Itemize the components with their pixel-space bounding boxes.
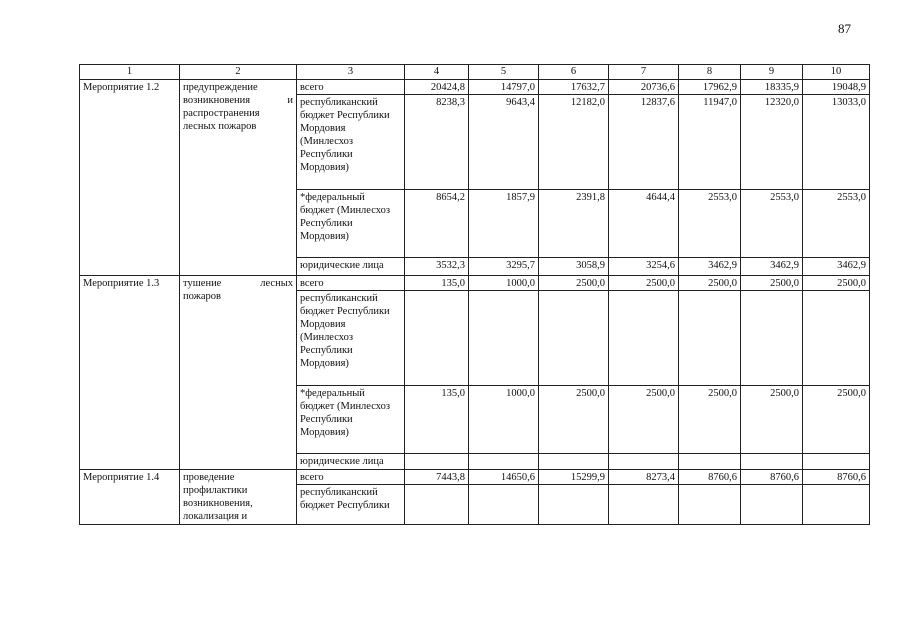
- funding-source-cell: республиканский бюджет Республики: [297, 485, 405, 525]
- column-number-row: [80, 65, 870, 80]
- column-number-cell: 4: [405, 65, 469, 80]
- amount-cell: 2391,8: [539, 190, 609, 258]
- amount-cell: 8760,6: [741, 470, 803, 485]
- amount-cell: [741, 291, 803, 386]
- measure-id-cell: Мероприятие 1.4: [80, 470, 180, 525]
- amount-cell: 2553,0: [679, 190, 741, 258]
- amount-cell: [609, 454, 679, 470]
- amount-cell: [679, 291, 741, 386]
- amount-cell: 3462,9: [803, 258, 870, 276]
- measure-id-cell: Мероприятие 1.2: [80, 80, 180, 276]
- amount-cell: 8654,2: [405, 190, 469, 258]
- amount-cell: [405, 454, 469, 470]
- funding-source-cell: всего: [297, 276, 405, 291]
- amount-cell: 12182,0: [539, 95, 609, 190]
- column-number-cell: 7: [609, 65, 679, 80]
- column-number-cell: 1: [80, 65, 180, 80]
- measure-id-cell: Мероприятие 1.3: [80, 276, 180, 470]
- amount-cell: 20736,6: [609, 80, 679, 95]
- amount-cell: 1000,0: [469, 386, 539, 454]
- column-number-cell: 10: [803, 65, 870, 80]
- funding-source-cell: *федеральный бюджет (Минлесхоз Республики Мордовия): [297, 190, 405, 258]
- amount-cell: 135,0: [405, 386, 469, 454]
- amount-cell: 13033,0: [803, 95, 870, 190]
- table-row: [80, 276, 870, 291]
- amount-cell: [803, 454, 870, 470]
- table-row: [80, 470, 870, 485]
- amount-cell: 15299,9: [539, 470, 609, 485]
- amount-cell: 8273,4: [609, 470, 679, 485]
- column-number-cell: 8: [679, 65, 741, 80]
- amount-cell: 20424,8: [405, 80, 469, 95]
- amount-cell: [609, 291, 679, 386]
- funding-source-cell: юридические лица: [297, 454, 405, 470]
- amount-cell: [741, 485, 803, 525]
- amount-cell: 3058,9: [539, 258, 609, 276]
- amount-cell: 17632,7: [539, 80, 609, 95]
- amount-cell: 2553,0: [741, 190, 803, 258]
- amount-cell: 19048,9: [803, 80, 870, 95]
- amount-cell: [539, 485, 609, 525]
- amount-cell: 8238,3: [405, 95, 469, 190]
- amount-cell: 3295,7: [469, 258, 539, 276]
- amount-cell: 18335,9: [741, 80, 803, 95]
- amount-cell: [469, 291, 539, 386]
- amount-cell: 2500,0: [609, 276, 679, 291]
- amount-cell: [539, 454, 609, 470]
- amount-cell: [609, 485, 679, 525]
- column-number-cell: 6: [539, 65, 609, 80]
- funding-source-cell: республиканский бюджет Республики Мордовия (Минлесхоз Республики Мордовия): [297, 95, 405, 190]
- amount-cell: [679, 485, 741, 525]
- amount-cell: 1857,9: [469, 190, 539, 258]
- amount-cell: 3254,6: [609, 258, 679, 276]
- measure-name-cell: проведение профилактики возникновения, локализация и: [180, 470, 297, 525]
- amount-cell: 135,0: [405, 276, 469, 291]
- amount-cell: 3532,3: [405, 258, 469, 276]
- amount-cell: 11947,0: [679, 95, 741, 190]
- amount-cell: 2500,0: [803, 386, 870, 454]
- funding-source-cell: *федеральный бюджет (Минлесхоз Республики Мордовия): [297, 386, 405, 454]
- amount-cell: 2500,0: [679, 386, 741, 454]
- table-row: [80, 80, 870, 95]
- funding-source-cell: юридические лица: [297, 258, 405, 276]
- amount-cell: 14650,6: [469, 470, 539, 485]
- amount-cell: 2500,0: [741, 386, 803, 454]
- funding-source-cell: всего: [297, 80, 405, 95]
- amount-cell: 2500,0: [803, 276, 870, 291]
- amount-cell: [741, 454, 803, 470]
- amount-cell: 12837,6: [609, 95, 679, 190]
- amount-cell: 8760,6: [803, 470, 870, 485]
- amount-cell: 8760,6: [679, 470, 741, 485]
- amount-cell: [803, 291, 870, 386]
- amount-cell: 3462,9: [741, 258, 803, 276]
- amount-cell: 2500,0: [741, 276, 803, 291]
- amount-cell: 4644,4: [609, 190, 679, 258]
- amount-cell: 3462,9: [679, 258, 741, 276]
- amount-cell: [469, 485, 539, 525]
- funding-source-cell: всего: [297, 470, 405, 485]
- amount-cell: [405, 485, 469, 525]
- amount-cell: [405, 291, 469, 386]
- amount-cell: [469, 454, 539, 470]
- column-number-cell: 3: [297, 65, 405, 80]
- amount-cell: 7443,8: [405, 470, 469, 485]
- amount-cell: 14797,0: [469, 80, 539, 95]
- measure-name-cell: предупреждение возникновения и распространения лесных пожаров: [180, 80, 297, 276]
- funding-source-cell: республиканский бюджет Республики Мордовия (Минлесхоз Республики Мордовия): [297, 291, 405, 386]
- amount-cell: 9643,4: [469, 95, 539, 190]
- measure-name-cell: тушение лесных пожаров: [180, 276, 297, 470]
- amount-cell: 17962,9: [679, 80, 741, 95]
- amount-cell: 2553,0: [803, 190, 870, 258]
- amount-cell: 2500,0: [609, 386, 679, 454]
- column-number-cell: 2: [180, 65, 297, 80]
- amount-cell: 2500,0: [539, 276, 609, 291]
- amount-cell: [803, 485, 870, 525]
- amount-cell: 12320,0: [741, 95, 803, 190]
- page-number: 87: [838, 21, 851, 36]
- budget-table: [79, 64, 870, 525]
- amount-cell: [539, 291, 609, 386]
- amount-cell: 2500,0: [539, 386, 609, 454]
- amount-cell: [679, 454, 741, 470]
- column-number-cell: 9: [741, 65, 803, 80]
- amount-cell: 1000,0: [469, 276, 539, 291]
- amount-cell: 2500,0: [679, 276, 741, 291]
- column-number-cell: 5: [469, 65, 539, 80]
